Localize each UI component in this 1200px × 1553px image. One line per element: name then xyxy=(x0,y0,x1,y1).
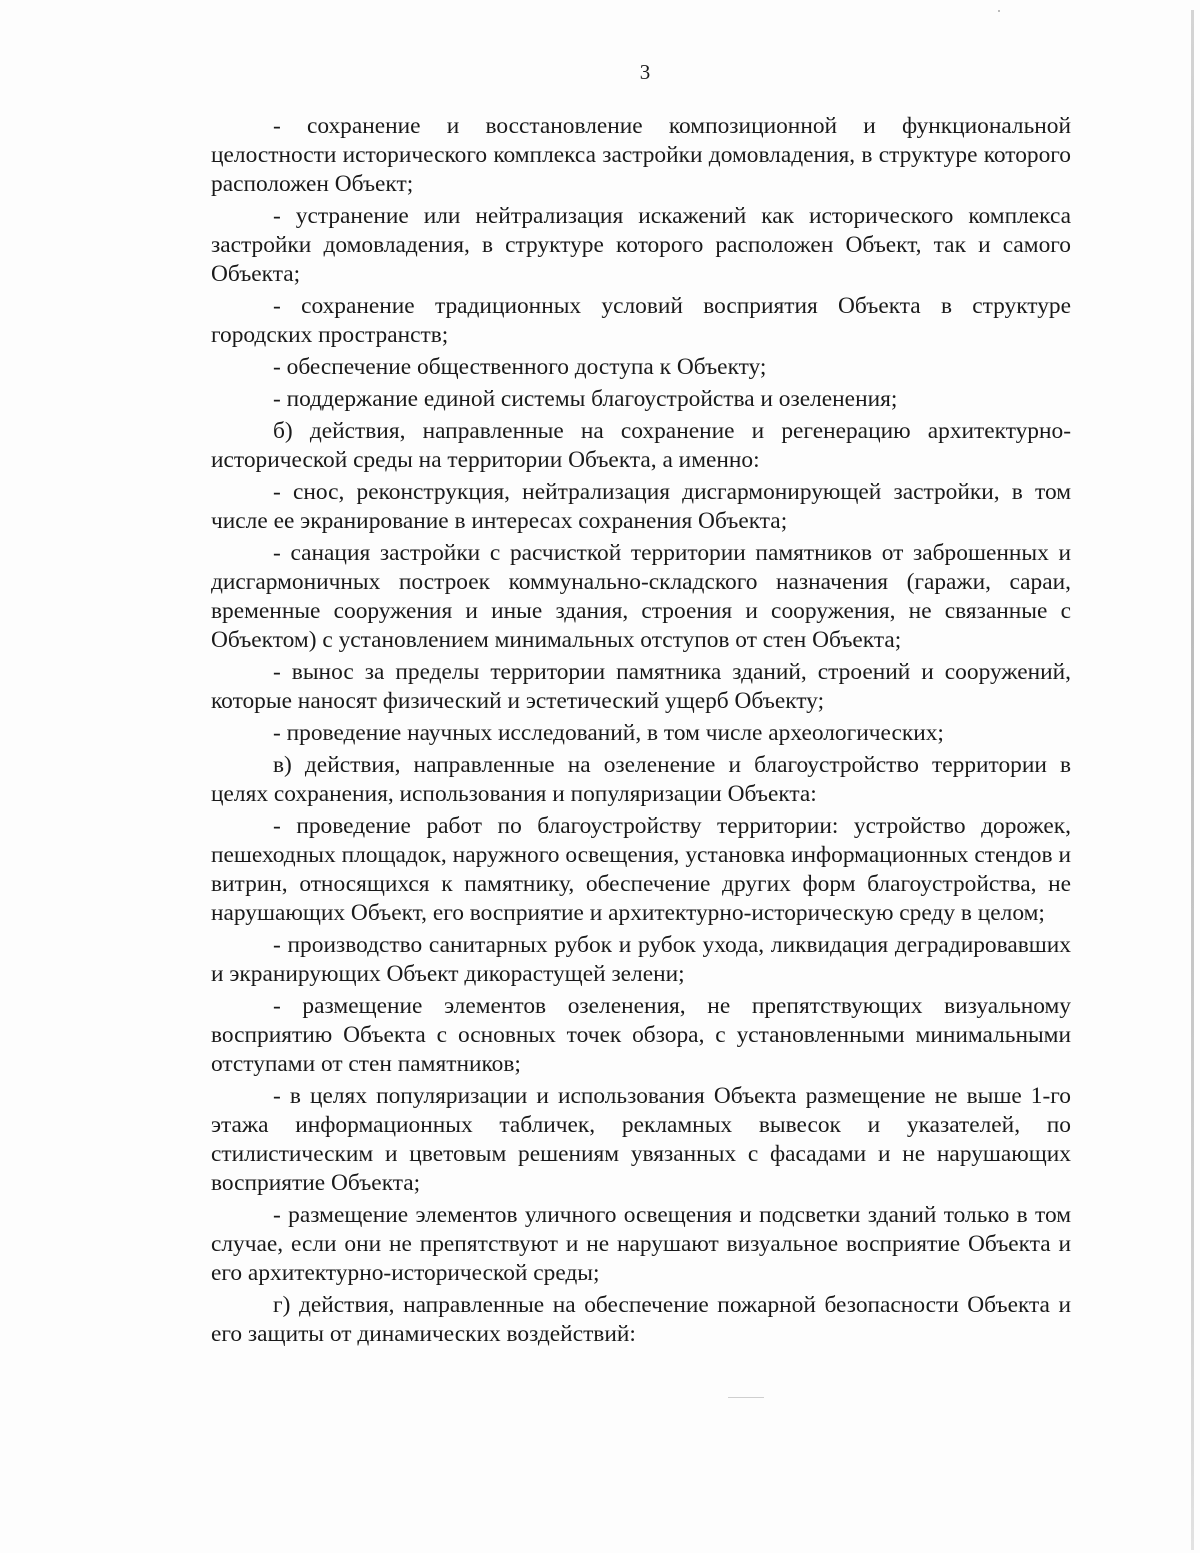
document-body xyxy=(211,112,1071,1352)
paragraph: - вынос за пределы территории памятника зданий, строений и сооружений, которые наносят физический и эстетический ущерб Объекту; xyxy=(211,659,1071,714)
paragraph: - производство санитарных рубок и рубок ухода, ликвидация деградировавших и экранирующих Объект дикорастущей зелени; xyxy=(211,932,1071,987)
scan-edge-shadow xyxy=(1191,10,1194,1550)
page-number: 3 xyxy=(639,60,651,84)
paragraph: - обеспечение общественного доступа к Объекту; xyxy=(273,354,767,380)
paragraph: в) действия, направленные на озеленение и благоустройство территории в целях сохранения, использования и популяризации Объекта: xyxy=(211,752,1071,807)
paragraph: - снос, реконструкция, нейтрализация дисгармонирующей застройки, в том числе ее экранирование в интересах сохранения Объекта; xyxy=(211,479,1071,534)
paragraph: - санация застройки с расчисткой территории памятников от заброшенных и дисгармоничных построек коммунально-складского назначения (гаражи, сараи, временные сооружения и иные здания, строения и сооружения, не связанные с Объектом) с установлением минимальных отступов от стен Объекта; xyxy=(211,540,1071,653)
paragraph: - размещение элементов озеленения, не препятствующих визуальному восприятию Объекта с основных точек обзора, с установленными минимальными отступами от стен памятников; xyxy=(211,993,1071,1077)
paragraph: - сохранение и восстановление композиционной и функциональной целостности исторического комплекса застройки домовладения, в структуре которого расположен Объект; xyxy=(211,113,1071,197)
paragraph: - в целях популяризации и использования Объекта размещение не выше 1-го этажа информационных табличек, рекламных вывесок и указателей, по стилистическим и цветовым решениям увязанных с фасадами и не нарушающих восприятие Объекта; xyxy=(211,1083,1071,1196)
paragraph: - поддержание единой системы благоустройства и озеленения; xyxy=(273,386,898,412)
paragraph: - устранение или нейтрализация искажений как исторического комплекса застройки домовладения, в структуре которого расположен Объект, так и самого Объекта; xyxy=(211,203,1071,287)
scan-artifact-line xyxy=(728,1397,764,1398)
paragraph: - проведение научных исследований, в том числе археологических; xyxy=(273,720,944,746)
paragraph: - размещение элементов уличного освещения и подсветки зданий только в том случае, если они не препятствуют и не нарушают визуальное восприятие Объекта и его архитектурно-исторической среды; xyxy=(211,1202,1071,1286)
paragraph: - проведение работ по благоустройству территории: устройство дорожек, пешеходных площадок, наружного освещения, установка информационных стендов и витрин, относящихся к памятнику, обеспечение других форм благоустройства, не нарушающих Объект, его восприятие и архитектурно-историческую среду в целом; xyxy=(211,813,1071,926)
paragraph: - сохранение традиционных условий восприятия Объекта в структуре городских пространств; xyxy=(211,293,1071,348)
paragraph: г) действия, направленные на обеспечение пожарной безопасности Объекта и его защиты от динамических воздействий: xyxy=(211,1292,1071,1347)
scan-speck xyxy=(998,10,1000,12)
paragraph: б) действия, направленные на сохранение и регенерацию архитектурно-исторической среды на территории Объекта, а именно: xyxy=(211,418,1071,473)
